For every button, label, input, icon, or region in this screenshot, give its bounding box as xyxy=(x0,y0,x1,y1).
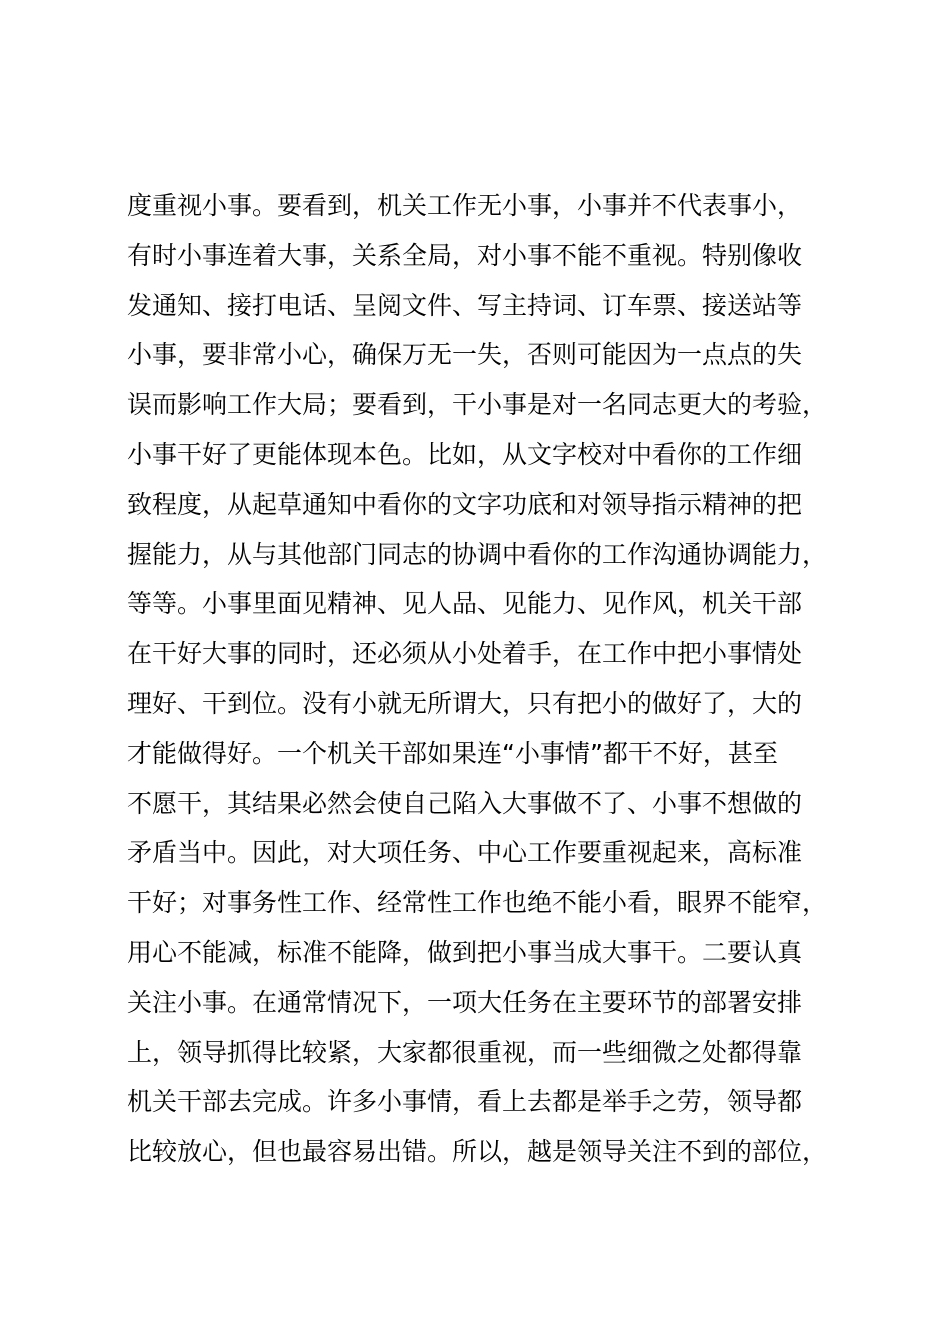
text-line: 用心不能减，标准不能降，做到把小事当成大事干。二要认真 xyxy=(127,937,803,967)
text-line: 比较放心，但也最容易出错。所以，越是领导关注不到的部位， xyxy=(127,1137,828,1167)
text-line: 干好；对事务性工作、经常性工作也绝不能小看，眼界不能窄， xyxy=(127,888,828,918)
text-line: 致程度，从起草通知中看你的文字功底和对领导指示精神的把 xyxy=(127,489,803,519)
text-line: 小事干好了更能体现本色。比如，从文字校对中看你的工作细 xyxy=(127,439,803,469)
text-line: 矛盾当中。因此，对大项任务、中心工作要重视起来，高标准 xyxy=(127,838,803,868)
text-line: 握能力，从与其他部门同志的协调中看你的工作沟通协调能力， xyxy=(127,539,828,569)
text-line: 机关干部去完成。许多小事情，看上去都是举手之劳，领导都 xyxy=(127,1087,803,1117)
text-line: 才能做得好。一个机关干部如果连“小事情”都干不好，甚至 xyxy=(127,738,778,768)
text-line: 在干好大事的同时，还必须从小处着手，在工作中把小事情处 xyxy=(127,639,803,669)
text-line: 误而影响工作大局；要看到，干小事是对一名同志更大的考验， xyxy=(127,390,828,420)
body-paragraph xyxy=(127,181,857,1177)
text-line: 度重视小事。要看到，机关工作无小事，小事并不代表事小， xyxy=(127,191,803,220)
text-line: 有时小事连着大事，关系全局，对小事不能不重视。特别像收 xyxy=(127,240,803,270)
text-line: 理好、干到位。没有小就无所谓大，只有把小的做好了，大的 xyxy=(127,688,803,718)
text-line: 不愿干，其结果必然会使自己陷入大事做不了、小事不想做的 xyxy=(127,788,803,818)
text-line: 小事，要非常小心，确保万无一失，否则可能因为一点点的失 xyxy=(127,340,803,370)
text-line: 发通知、接打电话、呈阅文件、写主持词、订车票、接送站等 xyxy=(127,290,803,320)
text-line: 等等。小事里面见精神、见人品、见能力、见作风，机关干部 xyxy=(127,589,803,619)
text-line: 关注小事。在通常情况下，一项大任务在主要环节的部署安排 xyxy=(127,987,803,1017)
text-line: 上，领导抓得比较紧，大家都很重视，而一些细微之处都得靠 xyxy=(127,1037,803,1067)
